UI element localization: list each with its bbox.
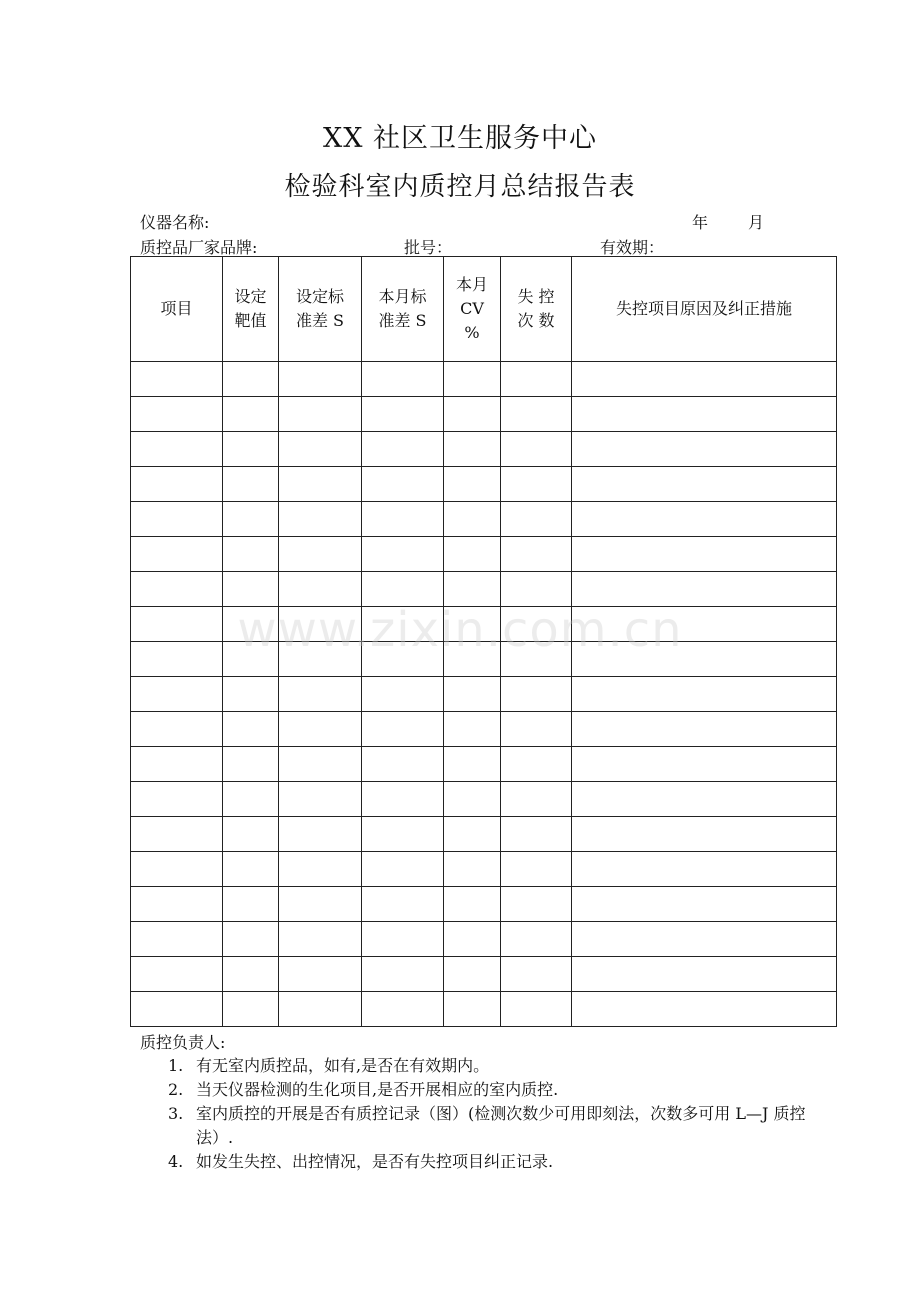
- table-cell[interactable]: [362, 397, 444, 432]
- table-cell[interactable]: [223, 957, 279, 992]
- table-cell[interactable]: [131, 537, 223, 572]
- expiry-label: 有效期：: [600, 238, 665, 257]
- note-item: [168, 1150, 808, 1174]
- table-cell[interactable]: [501, 397, 572, 432]
- note-item: [168, 1102, 808, 1150]
- note-text: 有无室内质控品，如有,是否在有效期内。: [196, 1056, 490, 1075]
- table-cell[interactable]: [444, 922, 501, 957]
- table-cell[interactable]: [362, 887, 444, 922]
- table-cell[interactable]: [131, 362, 223, 397]
- table-cell[interactable]: [572, 677, 837, 712]
- note-item: [168, 1078, 808, 1102]
- table-cell[interactable]: [444, 397, 501, 432]
- table-cell[interactable]: [223, 712, 279, 747]
- table-cell[interactable]: [444, 747, 501, 782]
- table-cell[interactable]: [501, 537, 572, 572]
- table-cell[interactable]: [362, 852, 444, 887]
- table-cell[interactable]: [572, 992, 837, 1027]
- table-cell[interactable]: [444, 712, 501, 747]
- table-cell[interactable]: [444, 467, 501, 502]
- table-cell[interactable]: [501, 747, 572, 782]
- table-cell[interactable]: [501, 817, 572, 852]
- table-cell[interactable]: [501, 362, 572, 397]
- table-cell[interactable]: [572, 502, 837, 537]
- table-cell[interactable]: [362, 712, 444, 747]
- header-target-value: 设定 靶值: [223, 257, 279, 362]
- table-cell[interactable]: [279, 502, 362, 537]
- table-cell[interactable]: [572, 467, 837, 502]
- page-subtitle: 检验科室内质控月总结报告表: [284, 172, 636, 202]
- table-cell[interactable]: [362, 537, 444, 572]
- table-cell[interactable]: [279, 887, 362, 922]
- batch-label: 批号：: [404, 238, 453, 257]
- table-cell[interactable]: [501, 957, 572, 992]
- table-row: [131, 992, 837, 1027]
- table-body: [131, 362, 837, 1027]
- table-cell[interactable]: [362, 747, 444, 782]
- table-cell[interactable]: [131, 957, 223, 992]
- table-row: [131, 922, 837, 957]
- table-row: [131, 467, 837, 502]
- table-cell[interactable]: [444, 852, 501, 887]
- table-cell[interactable]: [131, 992, 223, 1027]
- table-cell[interactable]: [444, 817, 501, 852]
- table-cell[interactable]: [572, 957, 837, 992]
- table-cell[interactable]: [279, 397, 362, 432]
- table-cell[interactable]: [444, 887, 501, 922]
- table-cell[interactable]: [572, 782, 837, 817]
- instrument-label: 仪器名称:: [140, 213, 210, 232]
- table-cell[interactable]: [501, 432, 572, 467]
- table-cell[interactable]: [444, 362, 501, 397]
- table-cell[interactable]: [223, 677, 279, 712]
- table-cell[interactable]: [223, 817, 279, 852]
- table-row: [131, 502, 837, 537]
- note-number: 1.: [168, 1056, 184, 1075]
- table-row: [131, 432, 837, 467]
- note-number: 3.: [168, 1104, 184, 1123]
- page-title: XX 社区卫生服务中心: [322, 123, 598, 154]
- table-cell[interactable]: [131, 747, 223, 782]
- table-row: [131, 852, 837, 887]
- table-cell[interactable]: [444, 502, 501, 537]
- table-cell[interactable]: [279, 817, 362, 852]
- note-text: 室内质控的开展是否有质控记录（图）(检测次数少可用即刻法，次数多可用 L—J 质控法）.: [196, 1104, 806, 1147]
- note-text: 如发生失控、出控情况，是否有失控项目纠正记录.: [196, 1152, 554, 1171]
- table-cell[interactable]: [444, 537, 501, 572]
- table-cell[interactable]: [131, 817, 223, 852]
- table-cell[interactable]: [501, 712, 572, 747]
- table-cell[interactable]: [572, 432, 837, 467]
- table-cell[interactable]: [279, 712, 362, 747]
- table-row: [131, 817, 837, 852]
- table-cell[interactable]: [501, 852, 572, 887]
- header-item: 项目: [131, 257, 223, 362]
- table-cell[interactable]: [572, 887, 837, 922]
- table-cell[interactable]: [279, 922, 362, 957]
- responsible-label: 质控负责人:: [140, 1033, 226, 1052]
- table-cell[interactable]: [223, 467, 279, 502]
- table-cell[interactable]: [572, 852, 837, 887]
- table-row: [131, 677, 837, 712]
- table-row: [131, 397, 837, 432]
- table-cell[interactable]: [223, 362, 279, 397]
- note-number: 4.: [168, 1152, 184, 1171]
- table-cell[interactable]: [223, 887, 279, 922]
- table-cell[interactable]: [279, 852, 362, 887]
- table-row: [131, 747, 837, 782]
- table-row: [131, 537, 837, 572]
- table-cell[interactable]: [223, 782, 279, 817]
- table-cell[interactable]: [279, 957, 362, 992]
- table-cell[interactable]: [362, 817, 444, 852]
- table-cell[interactable]: [131, 677, 223, 712]
- table-cell[interactable]: [444, 782, 501, 817]
- header-cause-and-correction: 失控项目原因及纠正措施: [572, 257, 837, 362]
- table-cell[interactable]: [572, 537, 837, 572]
- table-cell[interactable]: [572, 817, 837, 852]
- table-row: [131, 362, 837, 397]
- table-cell[interactable]: [362, 922, 444, 957]
- table-cell[interactable]: [279, 677, 362, 712]
- table-row: [131, 782, 837, 817]
- table-cell[interactable]: [131, 852, 223, 887]
- table-cell[interactable]: [279, 537, 362, 572]
- table-cell[interactable]: [223, 992, 279, 1027]
- table-cell[interactable]: [131, 502, 223, 537]
- table-cell[interactable]: [279, 362, 362, 397]
- table-cell[interactable]: [572, 712, 837, 747]
- table-cell[interactable]: [501, 782, 572, 817]
- table-row: [131, 957, 837, 992]
- table-cell[interactable]: [223, 397, 279, 432]
- table-cell[interactable]: [362, 502, 444, 537]
- header-month-cv: 本月 CV %: [444, 257, 501, 362]
- table-cell[interactable]: [362, 782, 444, 817]
- watermark: www.zixin.com.cn: [237, 602, 683, 658]
- table-cell[interactable]: [279, 782, 362, 817]
- table-row: [131, 712, 837, 747]
- table-cell[interactable]: [223, 432, 279, 467]
- table-cell[interactable]: [223, 922, 279, 957]
- table-cell[interactable]: [444, 432, 501, 467]
- table-cell[interactable]: [223, 852, 279, 887]
- table-cell[interactable]: [501, 467, 572, 502]
- table-cell[interactable]: [362, 677, 444, 712]
- table-cell[interactable]: [131, 782, 223, 817]
- table-cell[interactable]: [501, 677, 572, 712]
- header-out-of-control-count: 失 控 次 数: [501, 257, 572, 362]
- header-set-sd: 设定标 准差 S: [279, 257, 362, 362]
- table-cell[interactable]: [501, 502, 572, 537]
- table-cell[interactable]: [362, 362, 444, 397]
- table-cell[interactable]: [362, 992, 444, 1027]
- table-cell[interactable]: [279, 432, 362, 467]
- table-cell[interactable]: [501, 887, 572, 922]
- table-cell[interactable]: [131, 887, 223, 922]
- table-cell[interactable]: [572, 922, 837, 957]
- table-cell[interactable]: [131, 397, 223, 432]
- table-cell[interactable]: [131, 922, 223, 957]
- table-cell[interactable]: [444, 992, 501, 1027]
- table-cell[interactable]: [501, 922, 572, 957]
- note-item: [168, 1054, 808, 1078]
- table-cell[interactable]: [572, 362, 837, 397]
- table-cell[interactable]: [501, 992, 572, 1027]
- table-cell[interactable]: [223, 537, 279, 572]
- brand-label: 质控品厂家品牌:: [140, 238, 258, 257]
- table-cell[interactable]: [279, 467, 362, 502]
- table-cell[interactable]: [444, 677, 501, 712]
- table-cell[interactable]: [362, 467, 444, 502]
- table-cell[interactable]: [362, 957, 444, 992]
- table-row: [131, 887, 837, 922]
- table-cell[interactable]: [279, 992, 362, 1027]
- table-cell[interactable]: [131, 432, 223, 467]
- table-cell[interactable]: [223, 747, 279, 782]
- note-number: 2.: [168, 1080, 184, 1099]
- year-label: 年: [692, 213, 709, 232]
- table-cell[interactable]: [444, 957, 501, 992]
- table-cell[interactable]: [131, 467, 223, 502]
- table-cell[interactable]: [279, 747, 362, 782]
- notes-list: [168, 1054, 808, 1174]
- header-month-sd: 本月标 准差 S: [362, 257, 444, 362]
- table-header-row: [131, 257, 837, 362]
- table-cell[interactable]: [572, 397, 837, 432]
- table-cell[interactable]: [223, 502, 279, 537]
- note-text: 当天仪器检测的生化项目,是否开展相应的室内质控.: [196, 1080, 559, 1099]
- month-label: 月: [748, 213, 765, 232]
- table-cell[interactable]: [572, 747, 837, 782]
- table-cell[interactable]: [131, 712, 223, 747]
- table-cell[interactable]: [362, 432, 444, 467]
